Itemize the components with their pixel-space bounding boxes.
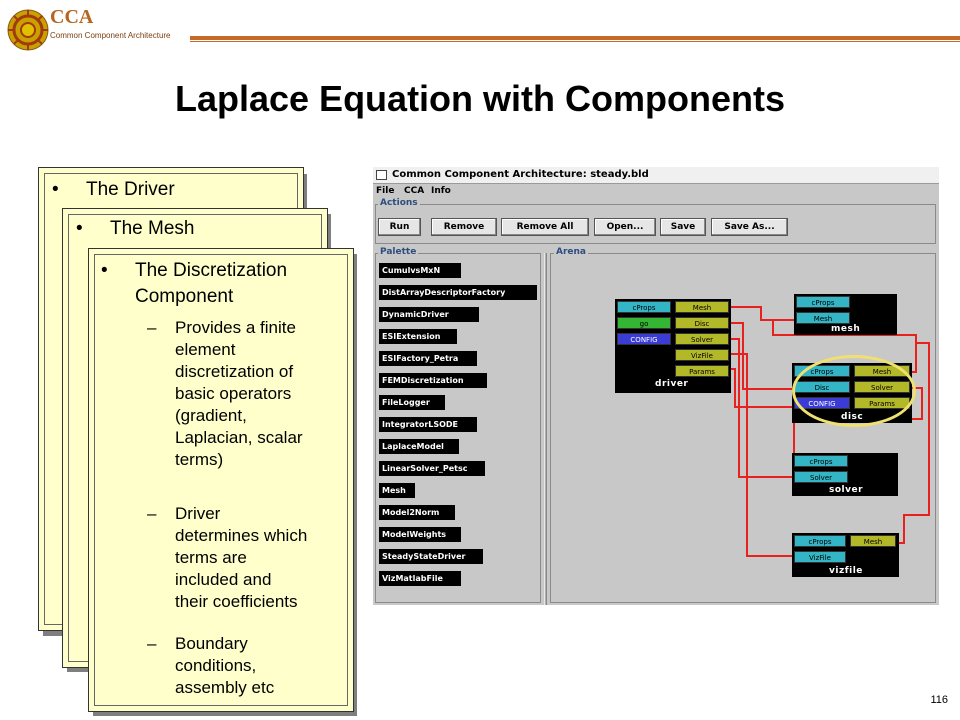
save-button[interactable]: Save [660,218,706,236]
disc-item1-line: basic operators [175,384,292,403]
header-rule-thin [190,41,960,42]
disc-item3-line: Boundary [175,634,248,653]
disc-card [88,248,354,712]
remove-all-button[interactable]: Remove All [501,218,589,236]
driver-port-vizfile[interactable]: VizFile [675,349,729,361]
open-button[interactable]: Open... [594,218,656,236]
disc-card-title-line1: The Discretization [135,260,288,281]
disc-item1-line: discretization of [175,362,294,381]
remove-button[interactable]: Remove [431,218,497,236]
cca-gui-window [373,167,939,605]
palette-item-steadystatedriver[interactable]: SteadyStateDriver [379,549,483,564]
header-rule [190,36,960,40]
palette-item-esifactory-petra[interactable]: ESIFactory_Petra [379,351,477,366]
palette-item-linearsolver-petsc[interactable]: LinearSolver_Petsc [379,461,485,476]
disc-item2-line: included and [175,570,272,589]
disc-item3-line: conditions, [175,656,257,675]
wire-mesh [731,307,794,320]
disc-item1-line: Laplacian, scalar [175,428,303,447]
logo-subtitle: Common Component Architecture [50,31,171,40]
vizfile-component-name: vizfile [829,566,863,576]
disc-item2-line: their coefficients [175,592,298,611]
mesh-bullet: • [76,218,83,239]
palette-item-vizmatlabfile[interactable]: VizMatlabFile [379,571,461,586]
palette-item-femdiscretization[interactable]: FEMDiscretization [379,373,487,388]
wire-vizfile [731,354,794,556]
mesh-port-cprops[interactable]: cProps [796,296,850,308]
disc-port-solver[interactable]: Solver [854,381,910,393]
vizfile-port-mesh[interactable]: Mesh [850,535,896,547]
disc-item1-line: (gradient, [175,406,247,425]
save-as-button[interactable]: Save As... [711,218,788,236]
wire-disc [731,323,794,389]
mesh-component-name: mesh [831,324,861,334]
disc-item1-line: Provides a finite [175,318,296,337]
disc-item2-dash: – [147,504,157,523]
disc-item2-line: Driver [175,504,221,523]
palette-item-filelogger[interactable]: FileLogger [379,395,445,410]
disc-item2 [175,503,345,613]
driver-port-mesh[interactable]: Mesh [675,301,729,313]
disc-port-cprops[interactable]: cProps [794,365,850,377]
solver-port-solver[interactable]: Solver [794,471,848,483]
palette-item-model2norm[interactable]: Model2Norm [379,505,455,520]
disc-item1-line: element [175,340,236,359]
vizfile-port-vizfile[interactable]: VizFile [794,551,846,563]
disc-port-params[interactable]: Params [854,397,910,409]
solver-component-name: solver [829,485,864,495]
driver-port-cprops[interactable]: cProps [617,301,671,313]
disc-item1-dash: – [147,318,157,337]
disc-item2-line: terms are [175,548,247,567]
disc-highlight-ellipse [792,355,916,427]
disc-item1 [175,317,345,471]
disc-item3-line: assembly etc [175,678,275,697]
mesh-port-mesh[interactable]: Mesh [796,312,850,324]
palette-item-dynamicdriver[interactable]: DynamicDriver [379,307,479,322]
palette-item-cumulvsmxn[interactable]: CumulvsMxN [379,263,461,278]
solver-port-cprops[interactable]: cProps [794,455,848,467]
palette-item-modelweights[interactable]: ModelWeights [379,527,461,542]
disc-card-title-line2: Component [135,286,234,307]
driver-port-disc[interactable]: Disc [675,317,729,329]
palette-item-integratorlsode[interactable]: IntegratorLSODE [379,417,477,432]
disc-item1-line: terms) [175,450,224,469]
menu-info[interactable]: Info [431,186,451,196]
palette-label: Palette [380,247,417,257]
actions-label: Actions [380,198,418,208]
driver-card-title: The Driver [86,179,175,200]
driver-port-solver[interactable]: Solver [675,333,729,345]
logo-text: CCA [50,6,94,28]
palette-item-mesh[interactable]: Mesh [379,483,415,498]
disc-component-name: disc [841,412,864,422]
gui-window-title: Common Component Architecture: steady.bld [392,169,649,180]
driver-component-name: driver [655,379,689,389]
disc-bullet: • [101,260,108,281]
driver-port-go[interactable]: go [617,317,671,329]
disc-port-disc[interactable]: Disc [794,381,850,393]
driver-port-config[interactable]: CONFIG [617,333,671,345]
page-number: 116 [930,694,948,706]
page-title: Laplace Equation with Components [174,78,786,119]
vizfile-port-cprops[interactable]: cProps [794,535,846,547]
disc-port-config[interactable]: CONFIG [794,397,850,409]
palette-item-esiextension[interactable]: ESIExtension [379,329,457,344]
mesh-card-title: The Mesh [110,218,195,239]
palette-item-laplacemodel[interactable]: LaplaceModel [379,439,459,454]
driver-bullet: • [52,179,59,200]
menu-cca[interactable]: CCA [404,186,425,196]
palette-item-distarraydescriptorfactory[interactable]: DistArrayDescriptorFactory [379,285,537,300]
driver-port-params[interactable]: Params [675,365,729,377]
disc-item2-line: determines which [175,526,308,545]
run-button[interactable]: Run [378,218,421,236]
arena-label: Arena [556,247,586,257]
menu-file[interactable]: File [376,186,395,196]
disc-item3 [175,633,345,699]
cca-logo-icon [6,8,50,52]
disc-item3-dash: – [147,634,157,653]
disc-port-mesh[interactable]: Mesh [854,365,910,377]
